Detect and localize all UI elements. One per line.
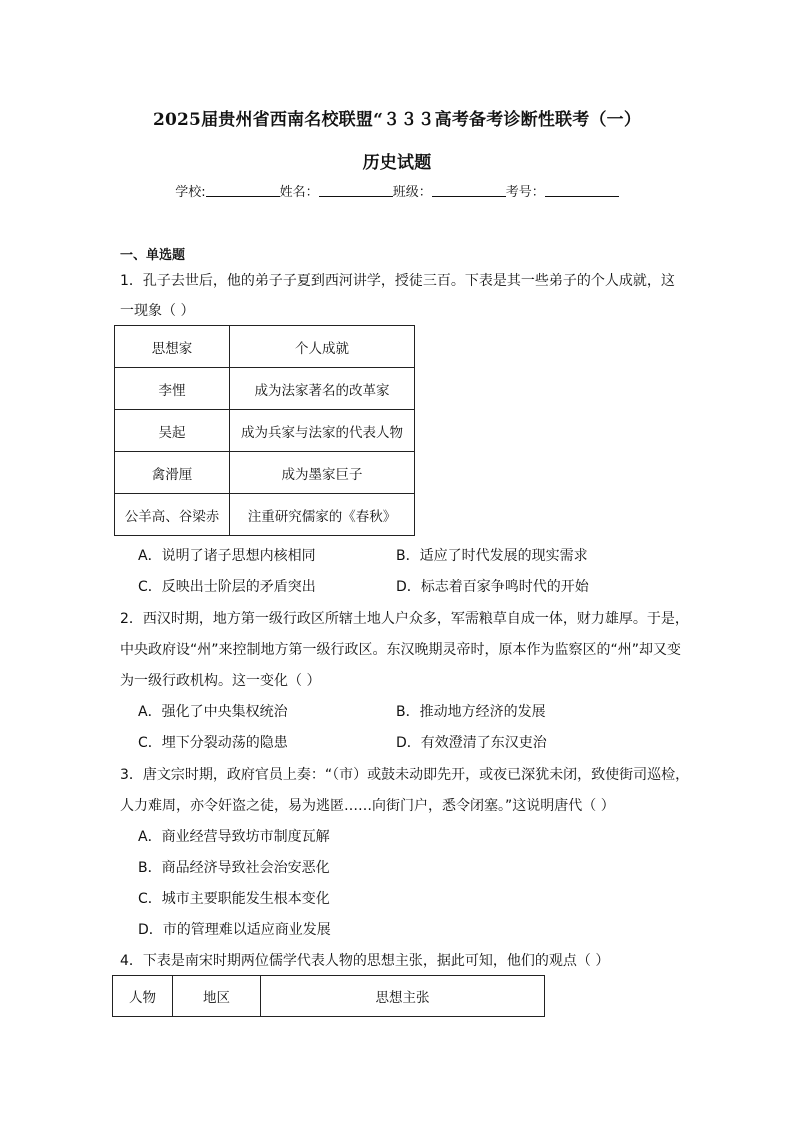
q3-option-a[interactable]: A．商业经营导致坊市制度瓦解 (138, 829, 330, 845)
table-cell: 注重研究儒家的《春秋》 (230, 494, 415, 536)
q2-option-b[interactable]: B．推动地方经济的发展 (396, 704, 546, 720)
table-row (115, 368, 415, 410)
q3-option-c[interactable]: C．城市主要职能发生根本变化 (138, 891, 330, 907)
q1-option-a[interactable]: A．说明了诸子思想内核相同 (138, 548, 316, 564)
q1-table (114, 325, 415, 536)
table-cell: 成为法家著名的改革家 (230, 368, 415, 410)
q1-stem-line1: 1．孔子去世后，他的弟子子夏到西河讲学，授徒三百。下表是其一些弟子的个人成就，这 (120, 273, 675, 289)
student-info-line (0, 181, 794, 200)
exam-title: 2025届贵州省西南名校联盟“３３３高考备考诊断性联考（一） (152, 110, 642, 130)
q2-option-a[interactable]: A．强化了中央集权统治 (138, 704, 288, 720)
q2-stem-line1: 2．西汉时期，地方第一级行政区所辖土地人户众多，军需粮草自成一体，财力雄厚。于是， (120, 611, 689, 627)
q1-option-d[interactable]: D．标志着百家争鸣时代的开始 (396, 579, 589, 595)
school-label: 学校: (175, 185, 206, 200)
table-header-cell: 地区 (173, 976, 261, 1017)
q3-stem-line2: 人力难周，亦令奸盗之徒，易为逃匿……向街门户，悉令闭塞。”这说明唐代（ ） (120, 798, 615, 814)
number-blank[interactable] (545, 184, 619, 197)
table-row (115, 410, 415, 452)
table-row (115, 452, 415, 494)
school-blank[interactable] (206, 184, 280, 197)
q4-stem-line1: 4．下表是南宋时期两位儒学代表人物的思想主张，据此可知，他们的观点（ ） (120, 953, 610, 969)
name-label: 姓名： (279, 185, 319, 200)
class-blank[interactable] (432, 184, 506, 197)
q1-option-c[interactable]: C．反映出士阶层的矛盾突出 (138, 579, 316, 595)
table-header-cell: 思想主张 (261, 976, 545, 1017)
section-title: 一、单选题 (120, 248, 186, 263)
table-header-cell: 个人成就 (230, 326, 415, 368)
name-blank[interactable] (319, 184, 393, 197)
q3-option-b[interactable]: B．商品经济导致社会治安恶化 (138, 860, 330, 876)
table-cell: 成为墨家巨子 (230, 452, 415, 494)
q2-option-d[interactable]: D．有效澄清了东汉吏治 (396, 735, 547, 751)
q1-stem-line2: 一现象（ ） (120, 303, 195, 319)
q3-option-d[interactable]: D．市的管理难以适应商业发展 (138, 922, 331, 938)
table-cell: 成为兵家与法家的代表人物 (230, 410, 415, 452)
q2-option-c[interactable]: C．埋下分裂动荡的隐患 (138, 735, 288, 751)
table-cell: 李悝 (115, 368, 230, 410)
q1-option-b[interactable]: B．适应了时代发展的现实需求 (396, 548, 588, 564)
table-cell: 禽滑厘 (115, 452, 230, 494)
table-header-cell: 思想家 (115, 326, 230, 368)
class-label: 班级： (392, 185, 432, 200)
table-header-cell: 人物 (113, 976, 173, 1017)
table-row (115, 494, 415, 536)
exam-subtitle: 历史试题 (362, 153, 432, 173)
table-cell: 公羊高、谷梁赤 (115, 494, 230, 536)
q2-stem-line2: 中央政府设“州”来控制地方第一级行政区。东汉晚期灵帝时，原本作为监察区的“州”却又变 (120, 642, 682, 658)
q2-stem-line3: 为一级行政机构。这一变化（ ） (120, 673, 321, 689)
number-label: 考号： (505, 185, 545, 200)
q3-stem-line1: 3．唐文宗时期，政府官员上奏：“（市）或鼓未动即先开，或夜已深犹未闭，致使街司巡检， (120, 767, 690, 783)
table-cell: 吴起 (115, 410, 230, 452)
q4-table (112, 975, 545, 1017)
